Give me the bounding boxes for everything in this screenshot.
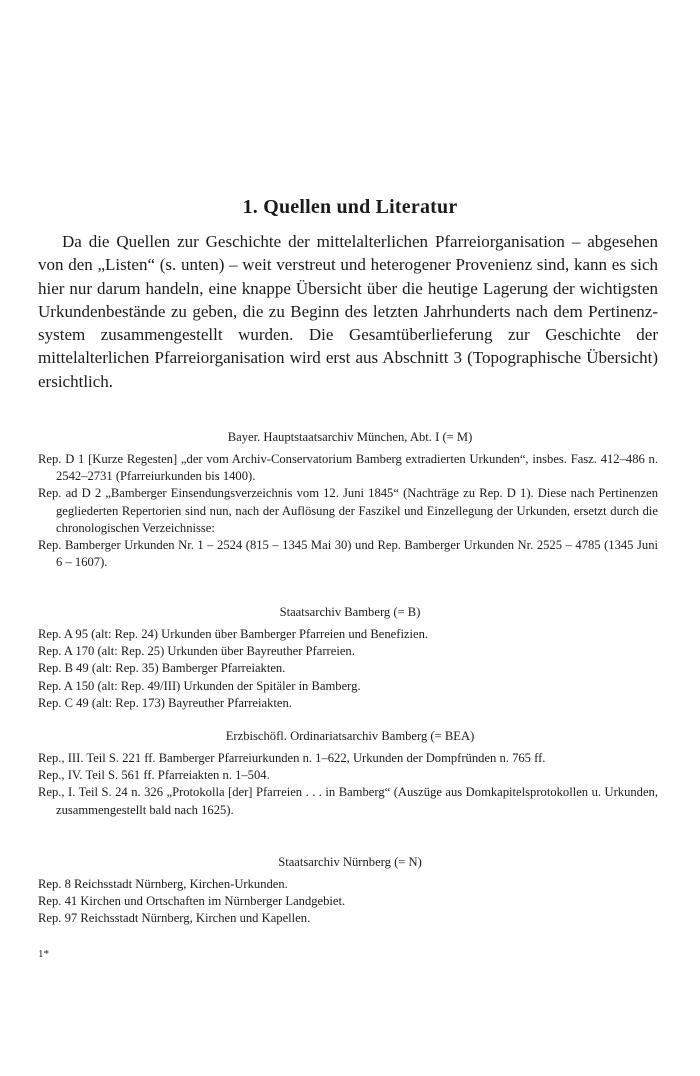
archive-entry: Rep., III. Teil S. 221 ff. Bamberger Pfarreiurkunden n. 1–622, Urkunden der Dompfründen n. 765 ff. <box>38 751 546 765</box>
archive-heading-ordinariat: Erzbischöfl. Ordinariatsarchiv Bamberg (= BEA) <box>225 729 475 743</box>
archive-entry: Rep. 41 Kirchen und Ortschaften im Nürnberger Landgebiet. <box>38 894 346 909</box>
page-signature-mark: 1* <box>38 948 49 960</box>
archive-entry: Rep., I. Teil S. 24 n. 326 „Protokolla [der] Pfarreien . . . in Bamberg“ (Auszüge aus Domkapitelsprotokollen u. Urkunden, zusammengestellt bald nach 1625). <box>38 785 658 817</box>
archive-entry: Rep. B 49 (alt: Rep. 35) Bamberger Pfarreiakten. <box>38 661 286 676</box>
archive-heading-muenchen: Bayer. Hauptstaatsarchiv München, Abt. I (= M) <box>227 430 473 444</box>
chapter-title: 1. Quellen und Literatur <box>242 196 458 218</box>
archive-entry: Rep. ad D 2 „Bamberger Einsendungsverzeichnis vom 12. Juni 1845“ (Nachträge zu Rep. D 1). Diese nach Pertinenzen gegliederten Repertorien sind nun, nach der Auflösung der Faszikel und Einzellegung der Urkunden, ersetzt durch die chronologischen Verzeichnisse: <box>38 486 658 535</box>
archive-entry: Rep. A 95 (alt: Rep. 24) Urkunden über Bamberger Pfarreien und Benefizien. <box>38 627 429 641</box>
archive-entry: Rep. 8 Reichsstadt Nürnberg, Kirchen-Urkunden. <box>38 877 288 891</box>
archive-heading-bamberg: Staatsarchiv Bamberg (= B) <box>279 605 421 619</box>
archive-entries-ordinariat <box>38 750 658 819</box>
archive-heading-nuernberg: Staatsarchiv Nürnberg (= N) <box>278 855 422 869</box>
archive-entry: Rep. 97 Reichsstadt Nürnberg, Kirchen und Kapellen. <box>38 911 311 926</box>
archive-entry: Rep., IV. Teil S. 561 ff. Pfarreiakten n. 1–504. <box>38 768 270 783</box>
archive-entries-muenchen <box>38 451 658 571</box>
archive-entry: Rep. D 1 [Kurze Regesten] „der vom Archiv-Conservatorium Bamberg extradierten Urkunden“, insbes. Fasz. 412–486 n. 2542–2731 (Pfarreiurkunden bis 1400). <box>38 452 658 484</box>
archive-entry: Rep. C 49 (alt: Rep. 173) Bayreuther Pfarreiakten. <box>38 695 292 710</box>
archive-entry: Rep. A 150 (alt: Rep. 49/III) Urkunden der Spitäler in Bamberg. <box>38 678 361 693</box>
archive-entry: Rep. A 170 (alt: Rep. 25) Urkunden über Bayreuther Pfarreien. <box>38 644 355 659</box>
archive-entries-nuernberg <box>38 876 658 928</box>
archive-entry: Rep. Bamberger Urkunden Nr. 1 – 2524 (815 – 1345 Mai 30) und Rep. Bamberger Urkunden Nr. 2525 – 4785 (1345 Juni 6 – 1607). <box>38 538 658 570</box>
archive-entries-bamberg <box>38 626 658 712</box>
intro-paragraph: Da die Quellen zur Geschichte der mittelalterlichen Pfarreiorganisation – abgesehen von den „Listen“ (s. unten) – weit verstreut und heterogener Provenienz sind, kann es sich hier nur darum handeln, eine knappe Übersicht über die heutige Lagerung der wichtigsten Urkundenbestände zu geben, die zu Beginn des letzten Jahrhunderts nach dem Pertinenzsystem zusammengestellt wurden. Die Gesamtüberlieferung zur Geschichte der mittelalterlichen Pfarreiorganisation wird erst aus Abschnitt 3 (Topographische Übersicht) ersichtlich. <box>38 232 658 391</box>
